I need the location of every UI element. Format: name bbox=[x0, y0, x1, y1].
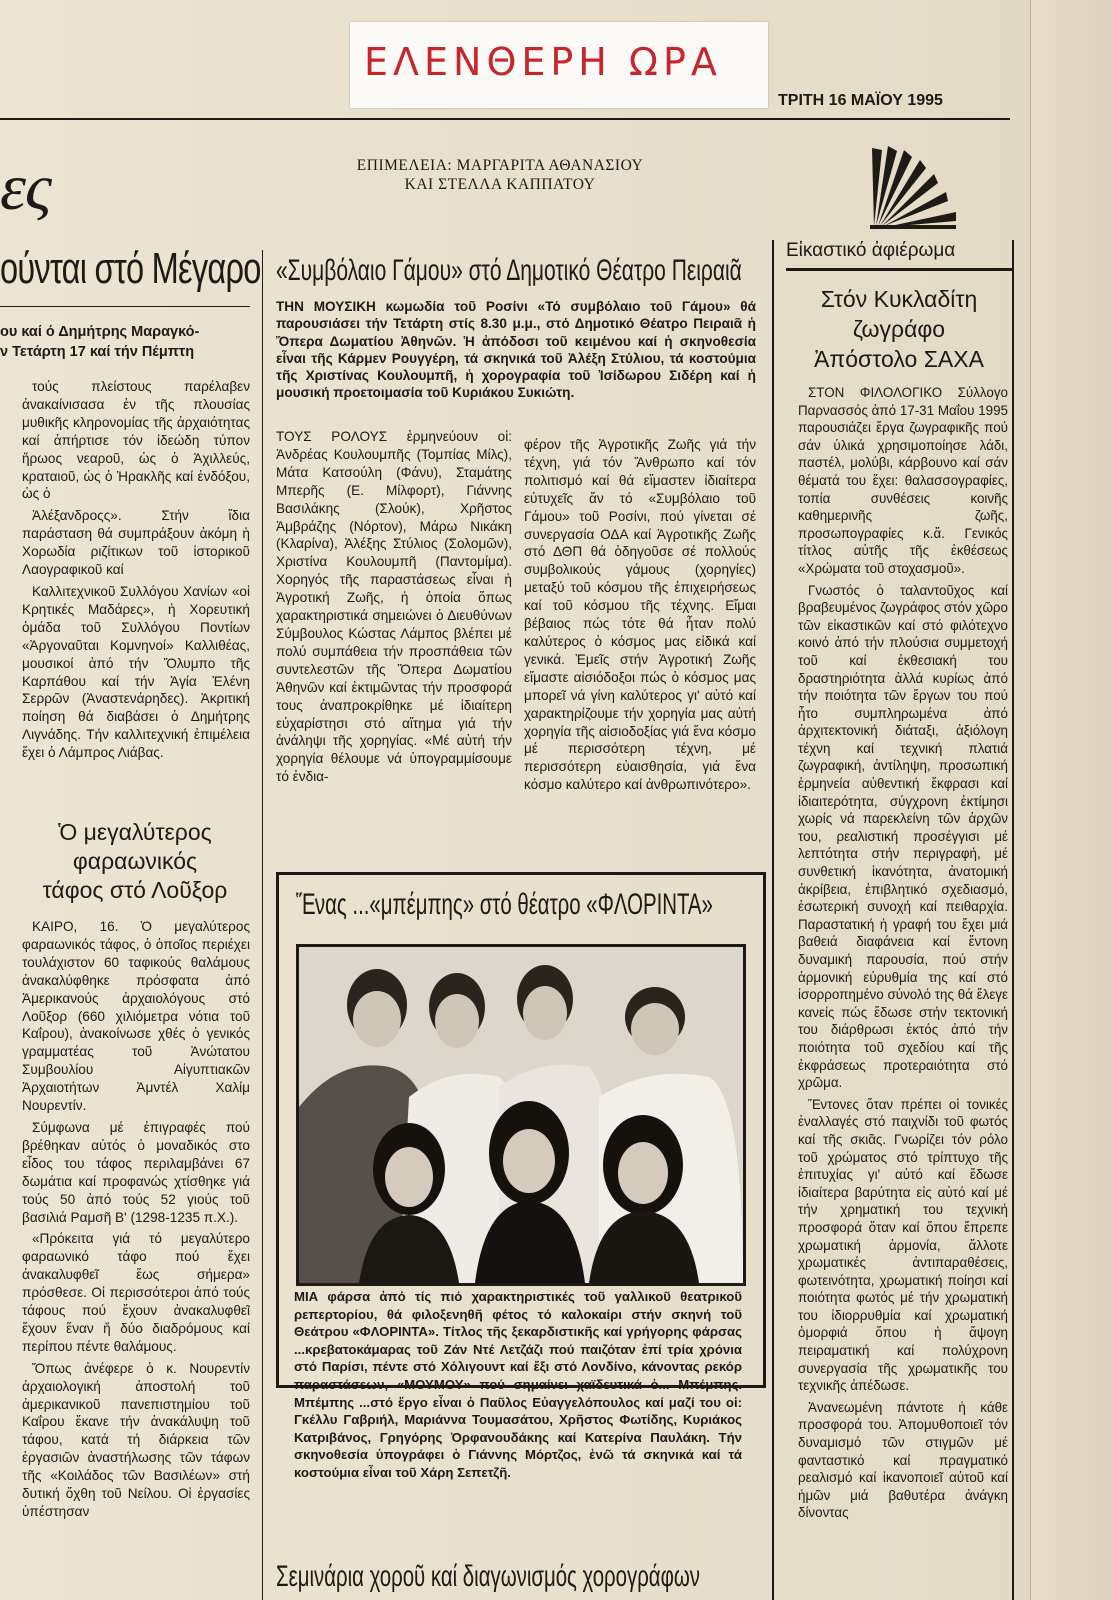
left-article-body bbox=[22, 378, 250, 766]
cast-photo-illustration bbox=[299, 947, 743, 1283]
right-section-label: Εἰκαστικό ἀφιέρωμα bbox=[786, 240, 956, 261]
right-title-line-2: ζωγράφο bbox=[852, 316, 946, 342]
editors-credit bbox=[300, 156, 700, 194]
right-title bbox=[786, 284, 1012, 374]
florinta-caption: ΜΙΑ φάρσα ἀπό τίς πιό χαρακτηριστικές τοῦ γαλλικοῦ θεατρικοῦ ρεπερτορίου, θά φιλοξενηθῆ φέτος τό καλοκαίρι στήν σκηνή τοῦ Θεάτρου «ΦΛΟΡΙΝΤΑ». Τίτλος τῆς ξεκαρδιστικῆς καί γρήγορης φάρσας ...κρεβατοκάμαρας τοῦ Ζάν Ντέ Λετζάζι πού παιζόταν ἐπί τρία χρόνια στό Παρίσι, πέντε στό Χόλιγουντ καί ἔξι στό Λονδίνο, κάνοντας ρεκόρ παραστάσεων, «ΜΟΥΜΟΥ» πού σημαίνει χαϊδευτικά ὁ... Μπέμπης. Μπέμπης ...στό ἔργο εἶναι ὁ Παῦλος Εὐαγγελόπουλος καί μαζί του οἱ: Γκέλλυ Γαβριήλ, Μαριάννα Τουμασάτου, Χρῆστος Φωτίδης, Κυριάκος Κατριβάνος, Γρηγόρης Ὀρφανουδάκης καί Κατερίνα Παυλάκη. Τήν σκηνοθεσία ὑπογράφει ὁ Γιάννης Μόρτζος, ἐνῶ τά σκηνικά καί τά κοστούμια εἶναι τοῦ Χάρη Σεπετζῆ. bbox=[294, 1289, 742, 1480]
cast-photo bbox=[296, 944, 746, 1286]
right-paragraph-1: ΣΤΟΝ ΦΙΛΟΛΟΓΙΚΟ Σύλλογο Παρνασσός ἀπό 17-31 Μαΐου 1995 παρουσιάζει ἔργα ζωγραφικῆς πού σάν ὑλικά χρησιμοποίησε λάδι, παστέλ, μολύβι, κάρβουνο καί σάν θέματά του ἔχει: θαλασσογραφίες, τοπία συνθέσεις κοινῆς καθημερινῆς ζωῆς, προσωπογραφίες κ.ἄ. Γενικός τίτλος αὐτῆς τῆς ἐκθέσεως «Χρώματα τοῦ στοχασμοῦ». bbox=[798, 385, 1008, 576]
top-rule bbox=[0, 118, 1010, 120]
center-column-1: ΤΟΥΣ ΡΟΛΟΥΣ ἑρμηνεύουν οἱ: Ἀνδρέας Κουλουμπῆς (Τομπίας Μίλς), Μάτα Κατσούλη (Φάνυ), Σταμάτης Μπερῆς (Ε. Μίλφορτ), Γιάννης Βασιλάκης (Σλούκ), Χρῆστος Ἀμβράζης (Νόρτον), Μάρω Νικάκη (Κλαρίνα), Ἀλέξης Στύλιος (Σολομῶν), Χριστίνα Κουλουμπῆ (Παντομίμα). Χορηγός τῆς παραστάσεως εἶναι ἡ Ἀγροτική Ζωῆς, ἡ ὁποία ὅπως χαρακτηριστικά σημειώνει ὁ Διευθύνων Σύμβουλος Κώστας Λάμπος βλέπει μέ πολύ συμπάθεια τήν προσπάθεια τῶν συντελεστῶν τῆς Ὄπερα Δωματίου Ἀθηνῶν καί ἐκτιμῶντας τήν προσφορά τους ἀναπροκρίθηκε μέ ἰδιαίτερη εὐχαρίστησι στό αἴτημα γιά τήν ἀνάληψι τῆς χορηγίας. «Μέ αὐτή τήν χορηγία θέλουμε νά ὑπογραμμίσουμε τό ἐνδια- bbox=[276, 429, 512, 785]
left-lead-line-2: ν Τετάρτη 17 καί τήν Πέμπτη bbox=[0, 344, 195, 360]
luxor-paragraph-4: Ὅπως ἀνέφερε ὁ κ. Νουρεντίν ἀρχαιολογική ἀποστολή τοῦ ἀμερικανικοῦ πανεπιστημίου τοῦ Καΐρου ἔκανε τήν ἀνακάλυψη τοῦ τάφου, κατά τή διάρκεια τῶν ἐργασιῶν ἀναστήλωσης τῶν τάφων τῆς «Κοιλάδος τῶν Βασιλέων» στή δυτική ὄχθη τοῦ Νείλου. Οἱ ἐργασίες ὑπέστησαν bbox=[22, 1360, 250, 1519]
center-column-2: φέρον τῆς Ἀγροτικῆς Ζωῆς γιά τήν τέχνη, γιά τόν Ἄνθρωπο καί τόν πολιτισμό καί θά εἴμαστεν ἰδιαίτερα εὐτυχεῖς ἄν τό «Συμβόλαιο τοῦ Γάμου» τοῦ Ροσίνι, πού γίνεται σέ συνεργασία ΟΔΑ καί Ἀγροτικῆς Ζωῆς στό ΔΘΠ θά ὁδηγοῦσε σέ πολλούς συμβολικούς γάμους (χορηγίες) μεταξύ τοῦ κόσμου τῆς ἐπιχειρήσεως καί τοῦ κόσμου τῆς τέχνης. Εἴμαι βέβαιος πώς τότε θά ἦταν πολύ καλύτερος ὁ κόσμος μας εἰδικά καί γενικά. Ἐμεῖς στήν Ἀγροτική Ζωῆς εἴμαστε αἰσιόδοξοι πώς ὁ κόσμος μας μπορεῖ νά γίνη καλύτερος γι' αὐτό καί χαρακτηρίζουμε τήν χορηγία μας αὐτή χορηγία τῆς αἰσιοδοξίας γιά ἕνα κόσμο μέ περισσότερη τέχνη, μέ περισσότερη εὐαισθησία, γιά ἕνα κόσμο καλύτερο καί ἀνθρωπινότερο». bbox=[524, 437, 756, 793]
left-paragraph-3: Καλλιτεχνικοῦ Συλλόγου Χανίων «οἱ Κρητικές Μαδάρες», ἡ Χορευτική ὁμάδα τοῦ Συλλόγου Ποντίων «Ἀργοναῦται Κομνηνοί» Καλλιθέας, μουσικοί ἀπό τήν Ὄλυμπο τῆς Καρπάθου καί τήν Ἁγία Ἐλένη Σερρῶν (Ἀναστενάρηδες). Ἀκριτική ποίηση θά διαβάσει ὁ Δημήτρης Λιγνάδης. Τήν καλλιτεχνική ἐπιμέλεια ἔχει ὁ Λάμπρος Λιάβας. bbox=[22, 583, 250, 761]
luxor-headline-line-3: τάφος στό Λοῦξορ bbox=[42, 877, 228, 903]
left-headline: ούνται στό Μέγαρο bbox=[0, 244, 261, 293]
left-paragraph-1: τούς πλείστους παρέλαβεν ἀνακαίνισασα ἐν τῆς πλουσίας μυθικῆς κληρονομίας τῆς ἀρχαιότητας καί ἀπήρτισε τόν ἰδεώδη τύπον ἥρωος νεαροῦ, ὡς ὁ Ἀχιλλεύς, κραταιοῦ, ὡς ὁ Ἡρακλῆς καί ἐνδόξου, ὡς ὁ bbox=[22, 379, 250, 502]
florinta-headline: Ἕνας ...«μπέμπης» στό θέατρο «ΦΛΟΡΙΝΤΑ» bbox=[296, 888, 713, 921]
left-lead bbox=[0, 322, 199, 362]
right-title-line-3: Ἀπόστολο ΣΑΧΑ bbox=[814, 346, 984, 372]
adjacent-page-edge bbox=[1030, 0, 1112, 1600]
editors-line-2: ΚΑΙ ΣΤΕΛΛΑ ΚΑΠΠΑΤΟΥ bbox=[404, 176, 596, 193]
luxor-paragraph-3: «Πρόκειτα γιά τό μεγαλύτερο φαραωνικό τάφο πού ἔχει ἀνακαλυφθεῖ ἕως σήμερα» πρόσθεσε. Οἱ περισσότεροι ἀπό τούς τάφους πού ἔχουν ἀνακαλυφθεῖ ἔχουν ἕναν ἤ δύο διαδρόμους καί περίπου πέντε θαλάμους. bbox=[22, 1231, 250, 1354]
center-lead: ΤΗΝ ΜΟΥΣΙΚΗ κωμωδία τοῦ Ροσίνι «Τό συμβόλαιο τοῦ Γάμου» θά παρουσιάσει τήν Τετάρτη στίς 8.30 μ.μ., στό Δημοτικό Θέατρο Πειραιᾶ ἡ Ὄπερα Δωματίου Ἀθηνῶν. Ἡ ἀπόδοσι τοῦ κειμένου καί ἡ σκηνοθεσία εἶναι τῆς Κάρμεν Ρουγγέρη, τά σκηνικά τοῦ Ἀλέξη Στύλιου, τά κοστούμια τῆς Χριστίνας Κουλουμπῆ, ἡ χορογραφία τοῦ Ἰσίδωρου Σιδέρη καί ἡ μουσική προετοιμασία τοῦ Κυριάκου Συκιώτη. bbox=[276, 299, 756, 401]
column-divider-left bbox=[262, 250, 263, 1600]
left-lead-line-1: ου καί ό Δημήτρης Μαραγκό- bbox=[0, 324, 200, 340]
right-paragraph-3: Ἔντονες ὅταν πρέπει οἱ τονικές ἐναλλαγές στό παιχνίδι τοῦ φωτός καί τῆς σκιᾶς. Γνωρίζει τόν ρόλο τοῦ χρώματος στό τρίπτυχο τῆς ἐπιτυχίας γι' αὐτό καί ἔδωσε ἰδιαίτερα βαρύτητα εἰς αὐτό καί μέ τήν χρηματική του τεχνική προσφορά ὅταν καί ὅπου ἔπρεπε χρωματική ἁρμονία, ἄλλοτε χρωματικές ἀντιπαραθέσεις, φωτεινότητα, χρωματική ποίησι καί ποιότητα φωτός μέ τήν χρωματική του ἰδιορρυθμία καί χρωματική ὁμορφιά ὅπου ἡ ἄψογη πειραματική καί πολύχρονη συνεργασία τῆς χρωματικῆς του τεχνικῆς ἀπέδωσε. bbox=[798, 1096, 1008, 1394]
right-paragraph-4: Ἀνανεωμένη πάντοτε ἡ κάθε προσφορά του. Ἀπομυθοποιεῖ τόν δυναμισμό τῶν στιγμῶν μέ φανταστικό καί πραγματικό ρεαλισμό καί ἱκανοποιεῖ αὐτοῦ καί ἡμῶν μιά βαθυτέρα ἀνάγκη δίνοντας bbox=[798, 1399, 1008, 1521]
left-headline-rule bbox=[0, 306, 250, 307]
luxor-paragraph-1: ΚΑΙΡΟ, 16. Ὁ μεγαλύτερος φαραωνικός τάφος, ὁ ὁποῖος περιέχει τουλάχιστον 60 ταφικούς θαλάμους ἀνακαλύφθηκε πρόσφατα ἀπό Ἀμερικανούς ἀρχαιολόγους στό Λοῦξορ (660 χιλιόμετρα νότια τοῦ Καΐρου), ἀνακοίνωσε χθές ὁ γενικός γραμματέας τοῦ Ἀνώτατου Συμβουλίου Αἰγυπτιακῶν Ἀρχαιοτήτων Ἀμντέλ Χαλίμ Νουρεντίν. bbox=[22, 919, 250, 1114]
left-paragraph-2: Ἀλέξανδροςς». Στήν ἴδια παράσταση θά συμπράξουν ἀκόμη ἡ Χορωδία ριζίτικων τοῦ ἱστορικοῦ Λαογραφικοῦ καί bbox=[22, 508, 250, 578]
page-fold bbox=[1030, 0, 1031, 1600]
center-headline: «Συμβόλαιο Γάμου» στό Δημοτικό Θέατρο Πειραιᾶ bbox=[276, 254, 742, 287]
section-title-fragment: ες bbox=[0, 151, 51, 224]
handwritten-label bbox=[350, 22, 768, 108]
luxor-article-body bbox=[22, 918, 250, 1600]
luxor-paragraph-2: Σύμφωνα μέ ἐπιγραφές πού βρέθηκαν αὐτός ὁ μοναδικός στο εἶδος του τάφος περιλαμβάνει 67 δωμάτια καί προφανώς χτίσθηκε γιά τούς 50 ἀπό τούς 52 γιούς τοῦ βασιλιά Ραμσῆ Β' (1298-1235 π.Χ.). bbox=[22, 1119, 250, 1225]
right-column-border bbox=[1012, 240, 1014, 1600]
issue-date: ΤΡΙΤΗ 16 ΜΑΪΟΥ 1995 bbox=[778, 92, 943, 109]
editors-line-1: ΕΠΙΜΕΛΕΙΑ: ΜΑΡΓΑΡΙΤΑ ΑΘΑΝΑΣΙΟΥ bbox=[356, 157, 644, 174]
right-paragraph-2: Γνωστός ὁ ταλαντοῦχος καί βραβευμένος ζωγράφος στόν χῶρο τῶν εἰκαστικῶν καί στό φιλότεχνο κοινό ἀπό τήν πλούσια συμμετοχή τοῦ καί ἐκθεσιακή του δραστηριότητα ἀλλά κυρίως ἀπό τήν ποιότητα τῶν ἔργων του πού ἦτο συμπληρωμένα ἀπό ἀρχιτεκτονική διάταξι, ἀξιόλογη τέχνη καί τεχνική πλατιά ζωγραφική, ἀντίληψη, προσωπική ἑρμηνεία αὐθεντική ἔκφρασι καί ἰδιαιτερότητα, σύγχρονη ἐκτίμησι χωρίς νά παρεκλείνη τῶν ἀρχῶν του, ρεαλιστική προσέγγισι μέ λεπτότητα στήν περιγραφή, μέ συνθετική ἱκανότητα, ἀνατομική ἀκρίβεια, ἐπιβλητικό σχεδιασμό, ἐσωτερική συνοχή καί πειθαρχία. Παραστατική ἡ γραφή του ἔχει μιά βαθειά διαφάνεια καί ἔντονη δυναμική παρουσία, πού στήν ἁρμονική εὐρυθμία της καί στό ἰσορροπημένο σύνολό της θά ἔλεγε κανείς πώς ἔδωσε στήν τεκτονική του διάρθρωσι ἐκτός ἀπό τήν ποιότητα τοῦ σχεδίου καί τῆς ἐκφράσεως προτεραιότητα στό χρῶμα. bbox=[798, 582, 1008, 1091]
column-divider-right bbox=[772, 240, 774, 1600]
luxor-headline-line-1: Ὁ μεγαλύτερος bbox=[58, 819, 212, 845]
label-text: ΕΛΕΝΘΕΡΗ ΩΡΑ bbox=[364, 40, 722, 84]
bottom-headline: Σεμινάρια χοροῦ καί διαγωνισμός χορογράφων bbox=[276, 1560, 700, 1593]
luxor-headline-line-2: φαραωνικός bbox=[72, 848, 198, 874]
right-section-rule bbox=[786, 268, 1012, 271]
luxor-headline bbox=[20, 818, 250, 905]
fan-logo-icon bbox=[868, 142, 960, 230]
right-title-line-1: Στόν Κυκλαδίτη bbox=[820, 286, 978, 312]
right-article-body bbox=[798, 384, 1008, 1600]
